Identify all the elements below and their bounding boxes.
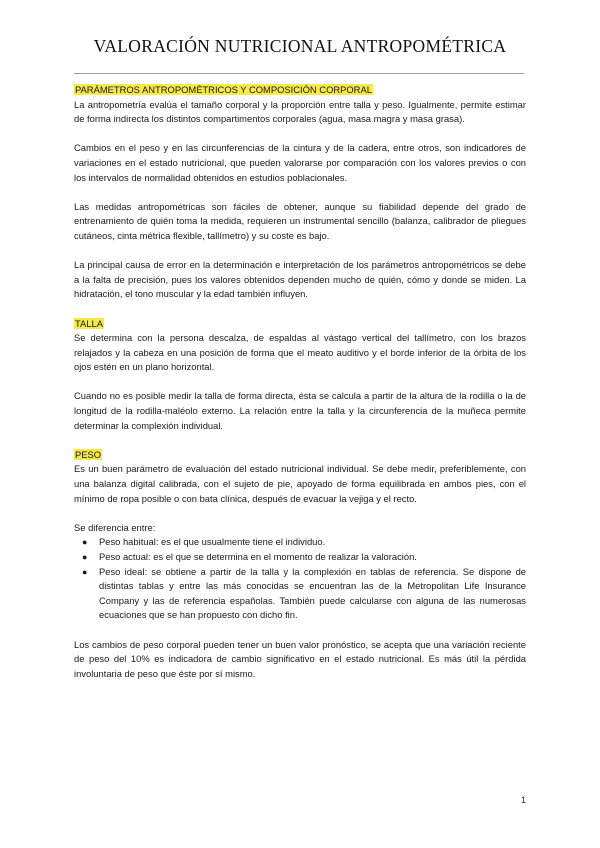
section-heading-peso: PESO — [75, 448, 102, 460]
paragraph: La antropometría evalúa el tamaño corporal y la proporción entre talla y peso. Igualmente, permite estimar de forma indirecta los distintos compartimentos corporales (agua, masa magra y masa grasa). — [74, 98, 526, 125]
paragraph: La principal causa de error en la determinación e interpretación de los parámetros antropométricos se debe a la falta de precisión, pues los valores obtenidos dependen mucho de quién, cómo y donde se miden. La hidratación, el tono muscular y la edad también influyen. — [74, 259, 526, 300]
paragraph: Cuando no es posible medir la talla de forma directa, ésta se calcula a partir de la altura de la rodilla o la de longitud de la rodilla-maléolo externo. La relación entre la talla y la circunferencia de la muñeca permite determinar la complexión individual. — [74, 390, 526, 431]
list-item: ● Peso actual: es el que se determina en el momento de realizar la valoración. — [74, 550, 526, 565]
title-divider — [74, 73, 524, 74]
list-item: ● Peso ideal: se obtiene a partir de la talla y la complexión en tablas de referencia. Se dispone de distintas tablas y entre las más conocidas se encuentran las de la Metropolitan Life Insurance Company y las de referencia españolas. También puede calcularse con alguna de las numerosas ecuaciones que se han propuesto con dicho fin. — [82, 565, 526, 621]
bullet-icon: ● — [82, 552, 88, 562]
page-number: 1 — [520, 795, 526, 805]
page-title: VALORACIÓN NUTRICIONAL ANTROPOMÉTRICA — [93, 36, 507, 56]
bullet-icon: ● — [82, 537, 88, 548]
bullet-icon: ● — [82, 566, 88, 577]
paragraph: Es un buen parámetro de evaluación del estado nutricional individual. Se debe medir, preferiblemente, con una balanza digital calibrada, con el sujeto de pie, apoyado de forma equilibrada en ambos pies, con el mínimo de ropa posible o con bata clínica, después de evacuar la vejiga y el recto. — [74, 463, 526, 504]
paragraph: Las medidas antropométricas son fáciles de obtener, aunque su fiabilidad depende del grado de entrenamiento de quién toma la medida, requieren un instrumental sencillo (balanza, calibrador de pliegues cutáneos, cinta métrica flexible, tallímetro) y su coste es bajo. — [74, 200, 526, 241]
weight-types-list — [74, 535, 526, 623]
paragraph: Se diferencia entre: — [74, 521, 156, 533]
section-heading-talla: TALLA — [75, 317, 103, 329]
document-body — [74, 83, 526, 696]
paragraph: Se determina con la persona descalza, de espaldas al vástago vertical del tallímetro, con los brazos relajados y la cabeza en una posición de forma que el meato auditivo y el borde inferior de la órbita de los ojos estén en un plano horizontal. — [74, 332, 526, 373]
section-heading-parametros: PARÁMETROS ANTROPOMÉTRICOS Y COMPOSICIÓN CORPORAL — [75, 84, 372, 95]
paragraph: Cambios en el peso y en las circunferencias de la cintura y de la cadera, entre otros, son indicadores de variaciones en el estado nutricional, que pueden valorarse por comparación con los valores previos o con los intervalos de normalidad obtenidos en estudios poblacionales. — [74, 142, 526, 183]
list-item: ● Peso habitual: es el que usualmente tiene el individuo. — [74, 535, 526, 550]
paragraph: Los cambios de peso corporal pueden tener un buen valor pronóstico, se acepta que una variación reciente de peso del 10% es indicadora de cambio significativo en el estado nutricional. Es más útil la pérdida involuntaria de peso que éste por sí mismo. — [74, 638, 526, 679]
